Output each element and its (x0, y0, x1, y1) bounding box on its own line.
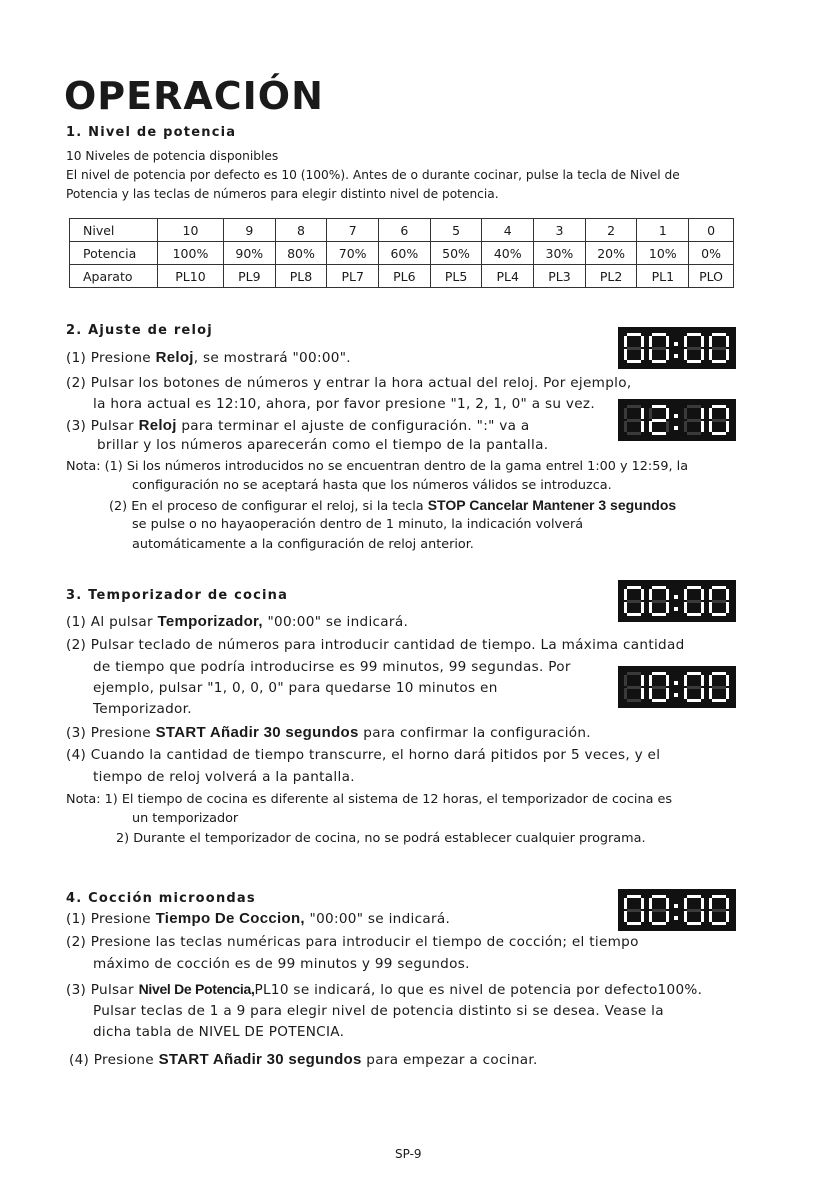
s4-step3 (66, 981, 702, 998)
table-cell: 60% (379, 242, 431, 265)
display-segment (652, 672, 666, 675)
display-segment (652, 600, 666, 603)
display-segment (684, 911, 687, 922)
s2-step1-text: (1) Presione (66, 350, 156, 366)
table-row (70, 265, 734, 288)
table-cell: PL2 (585, 265, 637, 288)
s2-note1-cont: configuración no se aceptará hasta que los números válidos se introduzca. (132, 478, 612, 493)
display-segment (624, 911, 627, 922)
display-segment (627, 432, 641, 435)
display-segment (649, 898, 652, 909)
display-segment (684, 688, 687, 699)
display-segment (674, 904, 678, 908)
display-segment (627, 333, 641, 336)
s1-line2: El nivel de potencia por defecto es 10 (100%). Antes de o durante cocinar, pulse la tecla de Nivel de (66, 168, 680, 182)
display-segment (624, 421, 627, 432)
table-cell: Aparato (70, 265, 158, 288)
display-segment (712, 672, 726, 675)
table-cell: 20% (585, 242, 637, 265)
table-cell: 2 (585, 219, 637, 242)
display-segment (674, 693, 678, 697)
s4-step4-text: (4) Presione (69, 1052, 159, 1068)
display-segment (709, 336, 712, 347)
s3-step4-cont: tiempo de reloj volverá a la pantalla. (93, 769, 355, 785)
display-segment (627, 613, 641, 616)
s2-step3-text: (3) Pulsar (66, 418, 139, 434)
reloj-key-label: Reloj (155, 349, 194, 366)
display-segment (701, 408, 704, 419)
section-2-heading: 2. Ajuste de reloj (66, 323, 213, 338)
s1-line3: Potencia y las teclas de números para elegir distinto nivel de potencia. (66, 187, 499, 201)
display-segment (641, 898, 644, 909)
display-segment (712, 600, 726, 603)
display-segment (687, 672, 701, 675)
display-segment (687, 347, 701, 350)
table-cell: 8 (275, 219, 327, 242)
display-segment (684, 589, 687, 600)
display-segment (709, 898, 712, 909)
table-cell: PLO (689, 265, 734, 288)
display-segment (652, 586, 666, 589)
clock-display-example (618, 399, 736, 441)
table-cell: PL5 (430, 265, 482, 288)
s4-step2: (2) Presione las teclas numéricas para introducir el tiempo de cocción; el tiempo (66, 934, 639, 950)
display-segment (701, 911, 704, 922)
seven-segment-readout (618, 399, 736, 441)
s3-step2: (2) Pulsar teclado de números para introducir cantidad de tiempo. La máxima cantidad (66, 637, 685, 653)
s4-step4-text-b: para empezar a cocinar. (361, 1052, 538, 1068)
s3-step3-text-b: para confirmar la configuración. (358, 725, 591, 741)
display-segment (712, 347, 726, 350)
display-segment (712, 360, 726, 363)
table-cell: 30% (534, 242, 586, 265)
display-segment (624, 688, 627, 699)
display-segment (674, 426, 678, 430)
table-cell: 3 (534, 219, 586, 242)
display-segment (701, 898, 704, 909)
s3-step1-text-b: "00:00" se indicará. (262, 614, 409, 630)
display-segment (627, 360, 641, 363)
table-cell: 0% (689, 242, 734, 265)
s4-step4 (69, 1051, 538, 1068)
display-segment (652, 699, 666, 702)
display-segment (712, 586, 726, 589)
display-segment (687, 419, 701, 422)
display-segment (684, 898, 687, 909)
display-segment (684, 602, 687, 613)
display-segment (726, 589, 729, 600)
table-cell: 50% (430, 242, 482, 265)
display-segment (649, 349, 652, 360)
display-segment (627, 600, 641, 603)
display-segment (712, 419, 726, 422)
display-segment (649, 602, 652, 613)
display-segment (712, 432, 726, 435)
display-segment (624, 349, 627, 360)
display-segment (652, 347, 666, 350)
table-cell: 100% (158, 242, 224, 265)
s2-step1-text-b: , se mostrará "00:00". (193, 350, 351, 366)
s3-step2-cont: de tiempo que podría introducirse es 99 minutos, 99 segundas. Por (93, 659, 571, 675)
display-segment (652, 419, 666, 422)
display-segment (687, 613, 701, 616)
s4-step3-cont: Pulsar teclas de 1 a 9 para elegir nivel de potencia distinto si se desea. Vease la (93, 1003, 664, 1019)
display-segment (652, 360, 666, 363)
display-segment (641, 688, 644, 699)
display-segment (687, 360, 701, 363)
display-segment (652, 333, 666, 336)
display-segment (641, 911, 644, 922)
table-cell: Potencia (70, 242, 158, 265)
temporizador-key-label: Temporizador, (157, 613, 263, 630)
table-cell: 90% (223, 242, 275, 265)
display-segment (726, 898, 729, 909)
table-row (70, 242, 734, 265)
display-segment (687, 922, 701, 925)
display-segment (709, 349, 712, 360)
s3-step2-cont3: Temporizador. (93, 701, 192, 717)
display-segment (701, 688, 704, 699)
display-segment (666, 602, 669, 613)
section-1-heading: 1. Nivel de potencia (66, 125, 237, 140)
s2-note2-cont: se pulse o no hayaoperación dentro de 1 minuto, la indicación volverá (132, 517, 584, 532)
display-segment (624, 602, 627, 613)
display-segment (687, 699, 701, 702)
display-segment (641, 421, 644, 432)
s2-note2-text: (2) En el proceso de configurar el reloj, si la tecla (109, 499, 428, 514)
s2-step1 (66, 349, 351, 366)
display-segment (709, 421, 712, 432)
display-segment (687, 686, 701, 689)
display-segment (627, 909, 641, 912)
display-segment (674, 595, 678, 599)
display-segment (712, 686, 726, 689)
display-segment (641, 589, 644, 600)
display-segment (687, 405, 701, 408)
display-segment (687, 333, 701, 336)
display-segment (652, 895, 666, 898)
timer-display (618, 580, 736, 622)
display-segment (627, 686, 641, 689)
display-segment (687, 895, 701, 898)
display-segment (712, 699, 726, 702)
display-segment (687, 600, 701, 603)
reloj-key-label: Reloj (138, 417, 177, 434)
display-segment (652, 909, 666, 912)
start-key-label: START Añadir 30 segundos (158, 1051, 362, 1068)
display-segment (674, 916, 678, 920)
display-segment (726, 349, 729, 360)
s3-step3 (66, 724, 591, 741)
s2-step3-cont: brillar y los números aparecerán como el tiempo de la pantalla. (97, 437, 549, 453)
table-cell: 9 (223, 219, 275, 242)
table-cell: PL8 (275, 265, 327, 288)
display-segment (687, 432, 701, 435)
display-segment (712, 895, 726, 898)
display-segment (674, 414, 678, 418)
display-segment (701, 589, 704, 600)
s4-step3-cont2: dicha tabla de NIVEL DE POTENCIA. (93, 1024, 345, 1040)
display-segment (701, 336, 704, 347)
display-segment (726, 336, 729, 347)
display-segment (701, 602, 704, 613)
display-segment (649, 911, 652, 922)
display-segment (674, 681, 678, 685)
s2-step3 (66, 417, 529, 434)
display-segment (701, 421, 704, 432)
table-cell: 80% (275, 242, 327, 265)
display-segment (624, 675, 627, 686)
display-segment (726, 421, 729, 432)
s2-note2 (109, 497, 676, 514)
table-cell: 10% (637, 242, 689, 265)
s2-note2-cont2: automáticamente a la configuración de reloj anterior. (132, 537, 474, 552)
display-segment (687, 909, 701, 912)
s3-note1: Nota: 1) El tiempo de cocina es diferente al sistema de 12 horas, el temporizador de cocina es (66, 792, 673, 807)
table-cell: 0 (689, 219, 734, 242)
display-segment (712, 333, 726, 336)
section-4-heading: 4. Cocción microondas (66, 891, 256, 906)
s3-step4: (4) Cuando la cantidad de tiempo transcurre, el horno dará pitidos por 5 veces, y el (66, 747, 661, 763)
display-segment (641, 408, 644, 419)
display-segment (641, 336, 644, 347)
display-segment (712, 922, 726, 925)
display-segment (641, 349, 644, 360)
s1-line1: 10 Niveles de potencia disponibles (66, 149, 279, 163)
power-level-table (69, 218, 734, 288)
display-segment (684, 336, 687, 347)
table-cell: PL3 (534, 265, 586, 288)
s3-step1 (66, 613, 408, 630)
display-segment (684, 421, 687, 432)
display-segment (652, 686, 666, 689)
display-segment (666, 421, 669, 432)
display-segment (684, 408, 687, 419)
seven-segment-readout (618, 666, 736, 708)
display-segment (684, 349, 687, 360)
display-segment (624, 408, 627, 419)
nivel-potencia-key-label: Nivel De Potencia, (138, 981, 255, 997)
s4-step1 (66, 910, 450, 927)
tiempo-coccion-key-label: Tiempo De Coccion, (155, 910, 305, 927)
section-3-heading: 3. Temporizador de cocina (66, 588, 289, 603)
display-segment (726, 675, 729, 686)
display-segment (649, 336, 652, 347)
display-segment (652, 922, 666, 925)
s3-step2-cont2: ejemplo, pulsar "1, 0, 0, 0" para quedarse 10 minutos en (93, 680, 498, 696)
page-number: SP-9 (395, 1147, 422, 1161)
display-segment (709, 675, 712, 686)
display-segment (674, 354, 678, 358)
seven-segment-readout (618, 889, 736, 931)
display-segment (709, 589, 712, 600)
display-segment (624, 336, 627, 347)
display-segment (649, 675, 652, 686)
cooking-display (618, 889, 736, 931)
seven-segment-readout (618, 327, 736, 369)
table-cell: 7 (327, 219, 379, 242)
display-segment (649, 688, 652, 699)
table-cell: PL9 (223, 265, 275, 288)
start-key-label: START Añadir 30 segundos (155, 724, 359, 741)
display-segment (649, 408, 652, 419)
s3-note2: 2) Durante el temporizador de cocina, no se podrá establecer cualquier programa. (116, 831, 646, 846)
display-segment (701, 349, 704, 360)
stop-key-label: STOP Cancelar Mantener 3 segundos (427, 497, 677, 513)
s4-step1-text: (1) Presione (66, 911, 156, 927)
seven-segment-readout (618, 580, 736, 622)
table-cell: 6 (379, 219, 431, 242)
table-cell: PL4 (482, 265, 534, 288)
display-segment (641, 602, 644, 613)
display-segment (652, 405, 666, 408)
s4-step3-text-b: PL10 se indicará, lo que es nivel de potencia por defecto100%. (254, 982, 703, 998)
display-segment (709, 602, 712, 613)
display-segment (709, 688, 712, 699)
display-segment (627, 419, 641, 422)
display-segment (641, 675, 644, 686)
table-cell: PL1 (637, 265, 689, 288)
display-segment (624, 589, 627, 600)
display-segment (624, 898, 627, 909)
display-segment (712, 405, 726, 408)
clock-display (618, 327, 736, 369)
page-title: OPERACIÓN (64, 74, 324, 118)
s3-step1-text: (1) Al pulsar (66, 614, 158, 630)
display-segment (627, 405, 641, 408)
display-segment (666, 408, 669, 419)
table-cell: PL6 (379, 265, 431, 288)
display-segment (687, 586, 701, 589)
s2-step2: (2) Pulsar los botones de números y entrar la hora actual del reloj. Por ejemplo, (66, 375, 632, 391)
table-cell: 70% (327, 242, 379, 265)
display-segment (666, 589, 669, 600)
table-cell: 5 (430, 219, 482, 242)
display-segment (627, 586, 641, 589)
display-segment (666, 911, 669, 922)
s4-step1-text-b: "00:00" se indicará. (304, 911, 451, 927)
display-segment (666, 688, 669, 699)
timer-display-example (618, 666, 736, 708)
display-segment (709, 408, 712, 419)
display-segment (627, 672, 641, 675)
display-segment (674, 342, 678, 346)
s4-step3-text: (3) Pulsar (66, 982, 139, 998)
table-cell: 4 (482, 219, 534, 242)
display-segment (712, 613, 726, 616)
display-segment (674, 607, 678, 611)
display-segment (666, 349, 669, 360)
display-segment (649, 421, 652, 432)
s2-step3-text-b: para terminar el ajuste de configuración. ":" va a (176, 418, 530, 434)
table-cell: PL10 (158, 265, 224, 288)
display-segment (666, 675, 669, 686)
table-cell: Nivel (70, 219, 158, 242)
display-segment (726, 688, 729, 699)
s2-step2-cont: la hora actual es 12:10, ahora, por favor presione "1, 2, 1, 0" a su vez. (93, 396, 595, 412)
display-segment (627, 347, 641, 350)
display-segment (684, 675, 687, 686)
display-segment (649, 589, 652, 600)
display-segment (652, 432, 666, 435)
display-segment (709, 911, 712, 922)
table-cell: 40% (482, 242, 534, 265)
display-segment (652, 613, 666, 616)
display-segment (666, 898, 669, 909)
display-segment (701, 675, 704, 686)
table-cell: 1 (637, 219, 689, 242)
s3-note1-cont: un temporizador (132, 811, 239, 826)
display-segment (666, 336, 669, 347)
display-segment (712, 909, 726, 912)
s2-note1: Nota: (1) Si los números introducidos no se encuentran dentro de la gama entrel 1:00 y 12:59, la (66, 459, 689, 474)
s3-step3-text: (3) Presione (66, 725, 156, 741)
table-row (70, 219, 734, 242)
table-cell: 10 (158, 219, 224, 242)
display-segment (726, 911, 729, 922)
table-cell: PL7 (327, 265, 379, 288)
display-segment (627, 699, 641, 702)
s4-step2-cont: máximo de cocción es de 99 minutos y 99 segundos. (93, 956, 470, 972)
display-segment (627, 922, 641, 925)
display-segment (627, 895, 641, 898)
display-segment (726, 602, 729, 613)
display-segment (726, 408, 729, 419)
